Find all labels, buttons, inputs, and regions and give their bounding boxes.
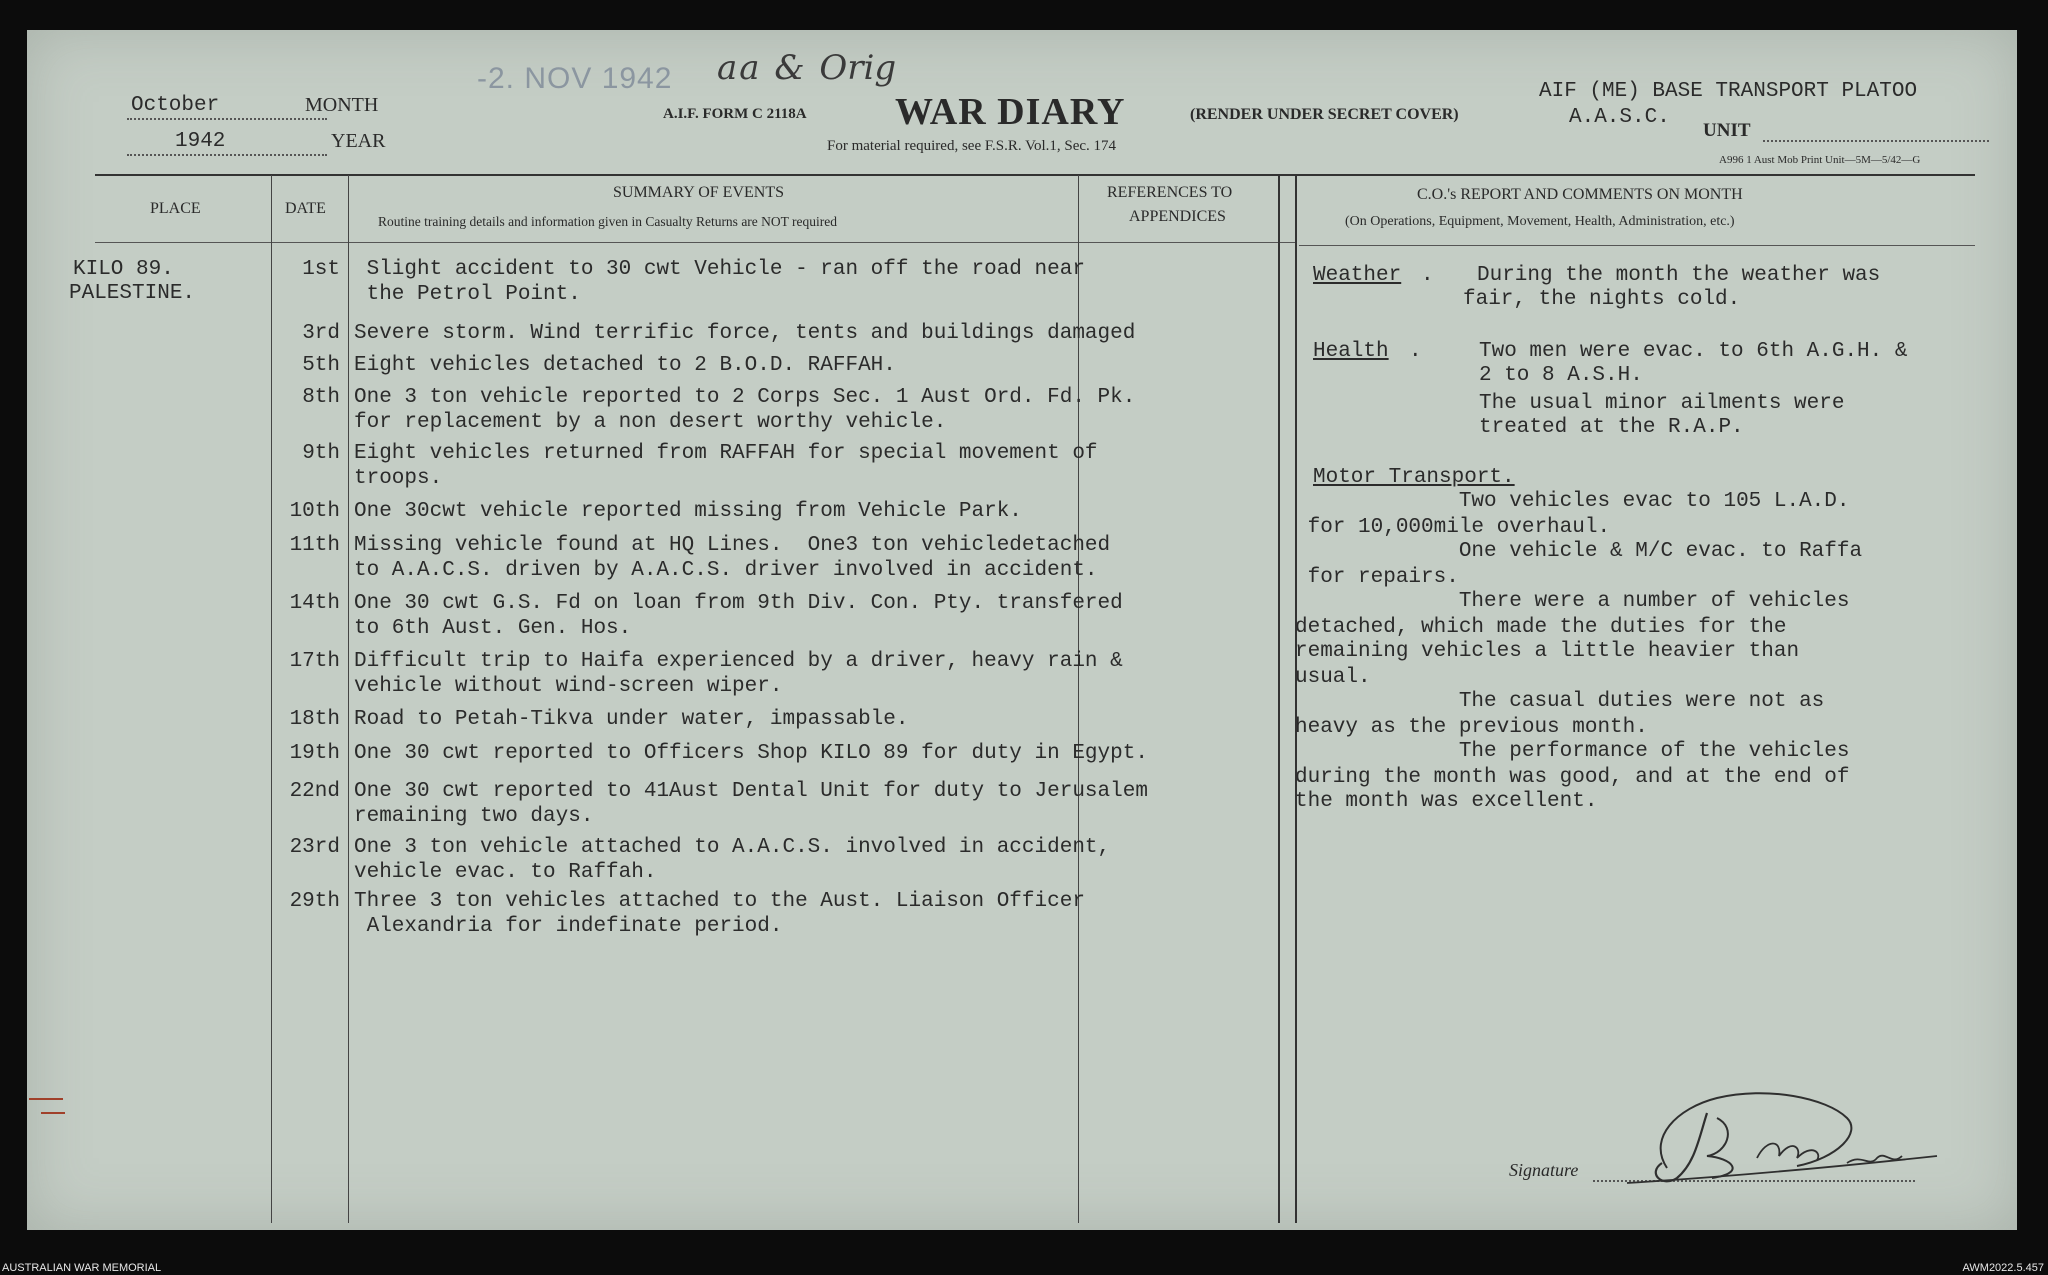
motor-transport-line: Two vehicles evac to 105 L.A.D. bbox=[1295, 490, 1850, 513]
entry-text-line2: to 6th Aust. Gen. Hos. bbox=[354, 617, 632, 640]
motor-transport-label: Motor Transport. bbox=[1313, 466, 1515, 489]
year-label: YEAR bbox=[331, 130, 386, 152]
motor-transport-line: for 10,000mile overhaul. bbox=[1295, 516, 1611, 539]
margin-mark bbox=[29, 1098, 63, 1100]
health-line1: Two men were evac. to 6th A.G.H. & bbox=[1479, 340, 1908, 363]
entry-text-line2: the Petrol Point. bbox=[354, 283, 581, 306]
entry-date: 17th bbox=[289, 650, 340, 673]
place-line1: KILO 89. bbox=[73, 258, 174, 281]
page-title: WAR DIARY bbox=[895, 91, 1126, 133]
entry-date: 10th bbox=[289, 500, 340, 523]
material-note: For material required, see F.S.R. Vol.1, Sec. 174 bbox=[827, 138, 1117, 154]
entry-date: 5th bbox=[302, 354, 340, 377]
footer-credit: AUSTRALIAN WAR MEMORIAL bbox=[2, 1262, 162, 1274]
entry-date: 11th bbox=[289, 534, 340, 557]
entry-text-line1: Three 3 ton vehicles attached to the Aust. Liaison Officer bbox=[354, 890, 1085, 913]
motor-transport-line: remaining vehicles a little heavier than bbox=[1295, 640, 1800, 663]
date-stamp: -2. NOV 1942 bbox=[477, 62, 673, 95]
motor-transport-line: There were a number of vehicles bbox=[1295, 590, 1850, 613]
month-label: MONTH bbox=[305, 94, 379, 116]
signature-label: Signature bbox=[1509, 1160, 1579, 1180]
entry-text-line1: One 30 cwt reported to 41Aust Dental Unit for duty to Jerusalem bbox=[354, 780, 1148, 803]
entry-text-line1: Road to Petah-Tikva under water, impassable. bbox=[354, 708, 909, 731]
signature-mark bbox=[1607, 1078, 1947, 1198]
column-header-date: DATE bbox=[285, 200, 326, 217]
entry-text-line2: troops. bbox=[354, 467, 443, 490]
entry-text-line1: One 30cwt vehicle reported missing from Vehicle Park. bbox=[354, 500, 1022, 523]
margin-mark bbox=[41, 1112, 65, 1114]
motor-transport-line: detached, which made the duties for the bbox=[1295, 616, 1787, 639]
motor-transport-line: The performance of the vehicles bbox=[1295, 740, 1850, 763]
entry-text-line2: remaining two days. bbox=[354, 805, 594, 828]
unit-name-line2: A.A.S.C. bbox=[1569, 106, 1670, 129]
entry-date: 22nd bbox=[289, 780, 340, 803]
entry-date: 19th bbox=[289, 742, 340, 765]
month-value: October bbox=[131, 94, 220, 117]
column-header-summary-sub: Routine training details and information given in Casualty Returns are NOT required bbox=[378, 214, 838, 229]
entry-date: 8th bbox=[302, 386, 340, 409]
render-note: (RENDER UNDER SECRET COVER) bbox=[1190, 106, 1459, 123]
motor-transport-line: usual. bbox=[1295, 666, 1371, 689]
entry-date: 9th bbox=[302, 442, 340, 465]
weather-line2: fair, the nights cold. bbox=[1463, 288, 1741, 311]
column-header-summary: SUMMARY OF EVENTS bbox=[613, 184, 784, 201]
column-header-references-1: REFERENCES TO bbox=[1107, 184, 1233, 201]
month-dots bbox=[127, 118, 327, 120]
year-dots bbox=[127, 154, 327, 156]
weather-line1: During the month the weather was bbox=[1477, 264, 1881, 287]
column-divider-date bbox=[348, 175, 349, 1223]
entry-text-line2: to A.A.C.S. driven by A.A.C.S. driver involved in accident. bbox=[354, 559, 1098, 582]
entry-text-line2: vehicle without wind-screen wiper. bbox=[354, 675, 783, 698]
handwritten-note: aa & Orig bbox=[717, 48, 897, 88]
column-header-references-2: APPENDICES bbox=[1129, 208, 1226, 225]
unit-dots bbox=[1763, 140, 1989, 142]
weather-label: Weather bbox=[1313, 264, 1402, 287]
entry-text-line1: Severe storm. Wind terrific force, tents and buildings damaged bbox=[354, 322, 1136, 345]
entry-text-line2: for replacement by a non desert worthy vehicle. bbox=[354, 411, 947, 434]
entry-date: 14th bbox=[289, 592, 340, 615]
health-line3: The usual minor ailments were bbox=[1479, 392, 1845, 415]
entry-text-line2: vehicle evac. to Raffah. bbox=[354, 861, 657, 884]
entry-text-line2: Alexandria for indefinate period. bbox=[354, 915, 783, 938]
motor-transport-line: One vehicle & M/C evac. to Raffa bbox=[1295, 540, 1863, 563]
print-code: A996 1 Aust Mob Print Unit—5M—5/42—G bbox=[1719, 154, 1921, 166]
form-number: A.I.F. FORM C 2118A bbox=[663, 106, 807, 122]
place-line2: PALESTINE. bbox=[69, 282, 196, 305]
entry-date: 29th bbox=[289, 890, 340, 913]
health-line4: treated at the R.A.P. bbox=[1479, 416, 1744, 439]
column-divider-references bbox=[1278, 175, 1280, 1223]
column-header-co-report: C.O.'s REPORT AND COMMENTS ON MONTH bbox=[1417, 186, 1743, 203]
entry-text-line1: Eight vehicles returned from RAFFAH for special movement of bbox=[354, 442, 1098, 465]
weather-period: . bbox=[1421, 264, 1434, 287]
footer-accession: AWM2022.5.457 bbox=[1962, 1262, 2044, 1274]
motor-transport-line: for repairs. bbox=[1295, 566, 1459, 589]
table-header-border-right bbox=[1299, 245, 1975, 246]
entry-date: 1st bbox=[302, 258, 340, 281]
entry-text-line1: One 30 cwt reported to Officers Shop KILO 89 for duty in Egypt. bbox=[354, 742, 1148, 765]
entry-text-line1: Missing vehicle found at HQ Lines. One3 ton vehicledetached bbox=[354, 534, 1111, 557]
health-period: . bbox=[1409, 340, 1422, 363]
year-value: 1942 bbox=[175, 130, 226, 153]
table-top-border bbox=[95, 174, 1975, 176]
diary-sheet bbox=[27, 30, 2017, 1230]
motor-transport-line: The casual duties were not as bbox=[1295, 690, 1825, 713]
table-header-border-left bbox=[95, 242, 1296, 243]
entry-text-line1: One 3 ton vehicle reported to 2 Corps Sec. 1 Aust Ord. Fd. Pk. bbox=[354, 386, 1136, 409]
motor-transport-line: the month was excellent. bbox=[1295, 790, 1598, 813]
motor-transport-line: during the month was good, and at the end of bbox=[1295, 766, 1850, 789]
entry-date: 23rd bbox=[289, 836, 340, 859]
column-header-place: PLACE bbox=[150, 200, 201, 217]
health-label: Health bbox=[1313, 340, 1389, 363]
health-line2: 2 to 8 A.S.H. bbox=[1479, 364, 1643, 387]
entry-text-line1: Slight accident to 30 cwt Vehicle - ran off the road near bbox=[354, 258, 1085, 281]
motor-transport-line: heavy as the previous month. bbox=[1295, 716, 1648, 739]
entry-date: 3rd bbox=[302, 322, 340, 345]
column-header-co-sub: (On Operations, Equipment, Movement, Health, Administration, etc.) bbox=[1345, 214, 1735, 229]
column-divider-place bbox=[271, 175, 272, 1223]
entry-text-line1: One 30 cwt G.S. Fd on loan from 9th Div. Con. Pty. transfered bbox=[354, 592, 1123, 615]
entry-text-line1: One 3 ton vehicle attached to A.A.C.S. involved in accident, bbox=[354, 836, 1111, 859]
entry-text-line1: Difficult trip to Haifa experienced by a driver, heavy rain & bbox=[354, 650, 1123, 673]
unit-name-line1: AIF (ME) BASE TRANSPORT PLATOO bbox=[1539, 80, 1918, 103]
unit-label: UNIT bbox=[1703, 120, 1751, 141]
entry-date: 18th bbox=[289, 708, 340, 731]
entry-text-line1: Eight vehicles detached to 2 B.O.D. RAFFAH. bbox=[354, 354, 896, 377]
